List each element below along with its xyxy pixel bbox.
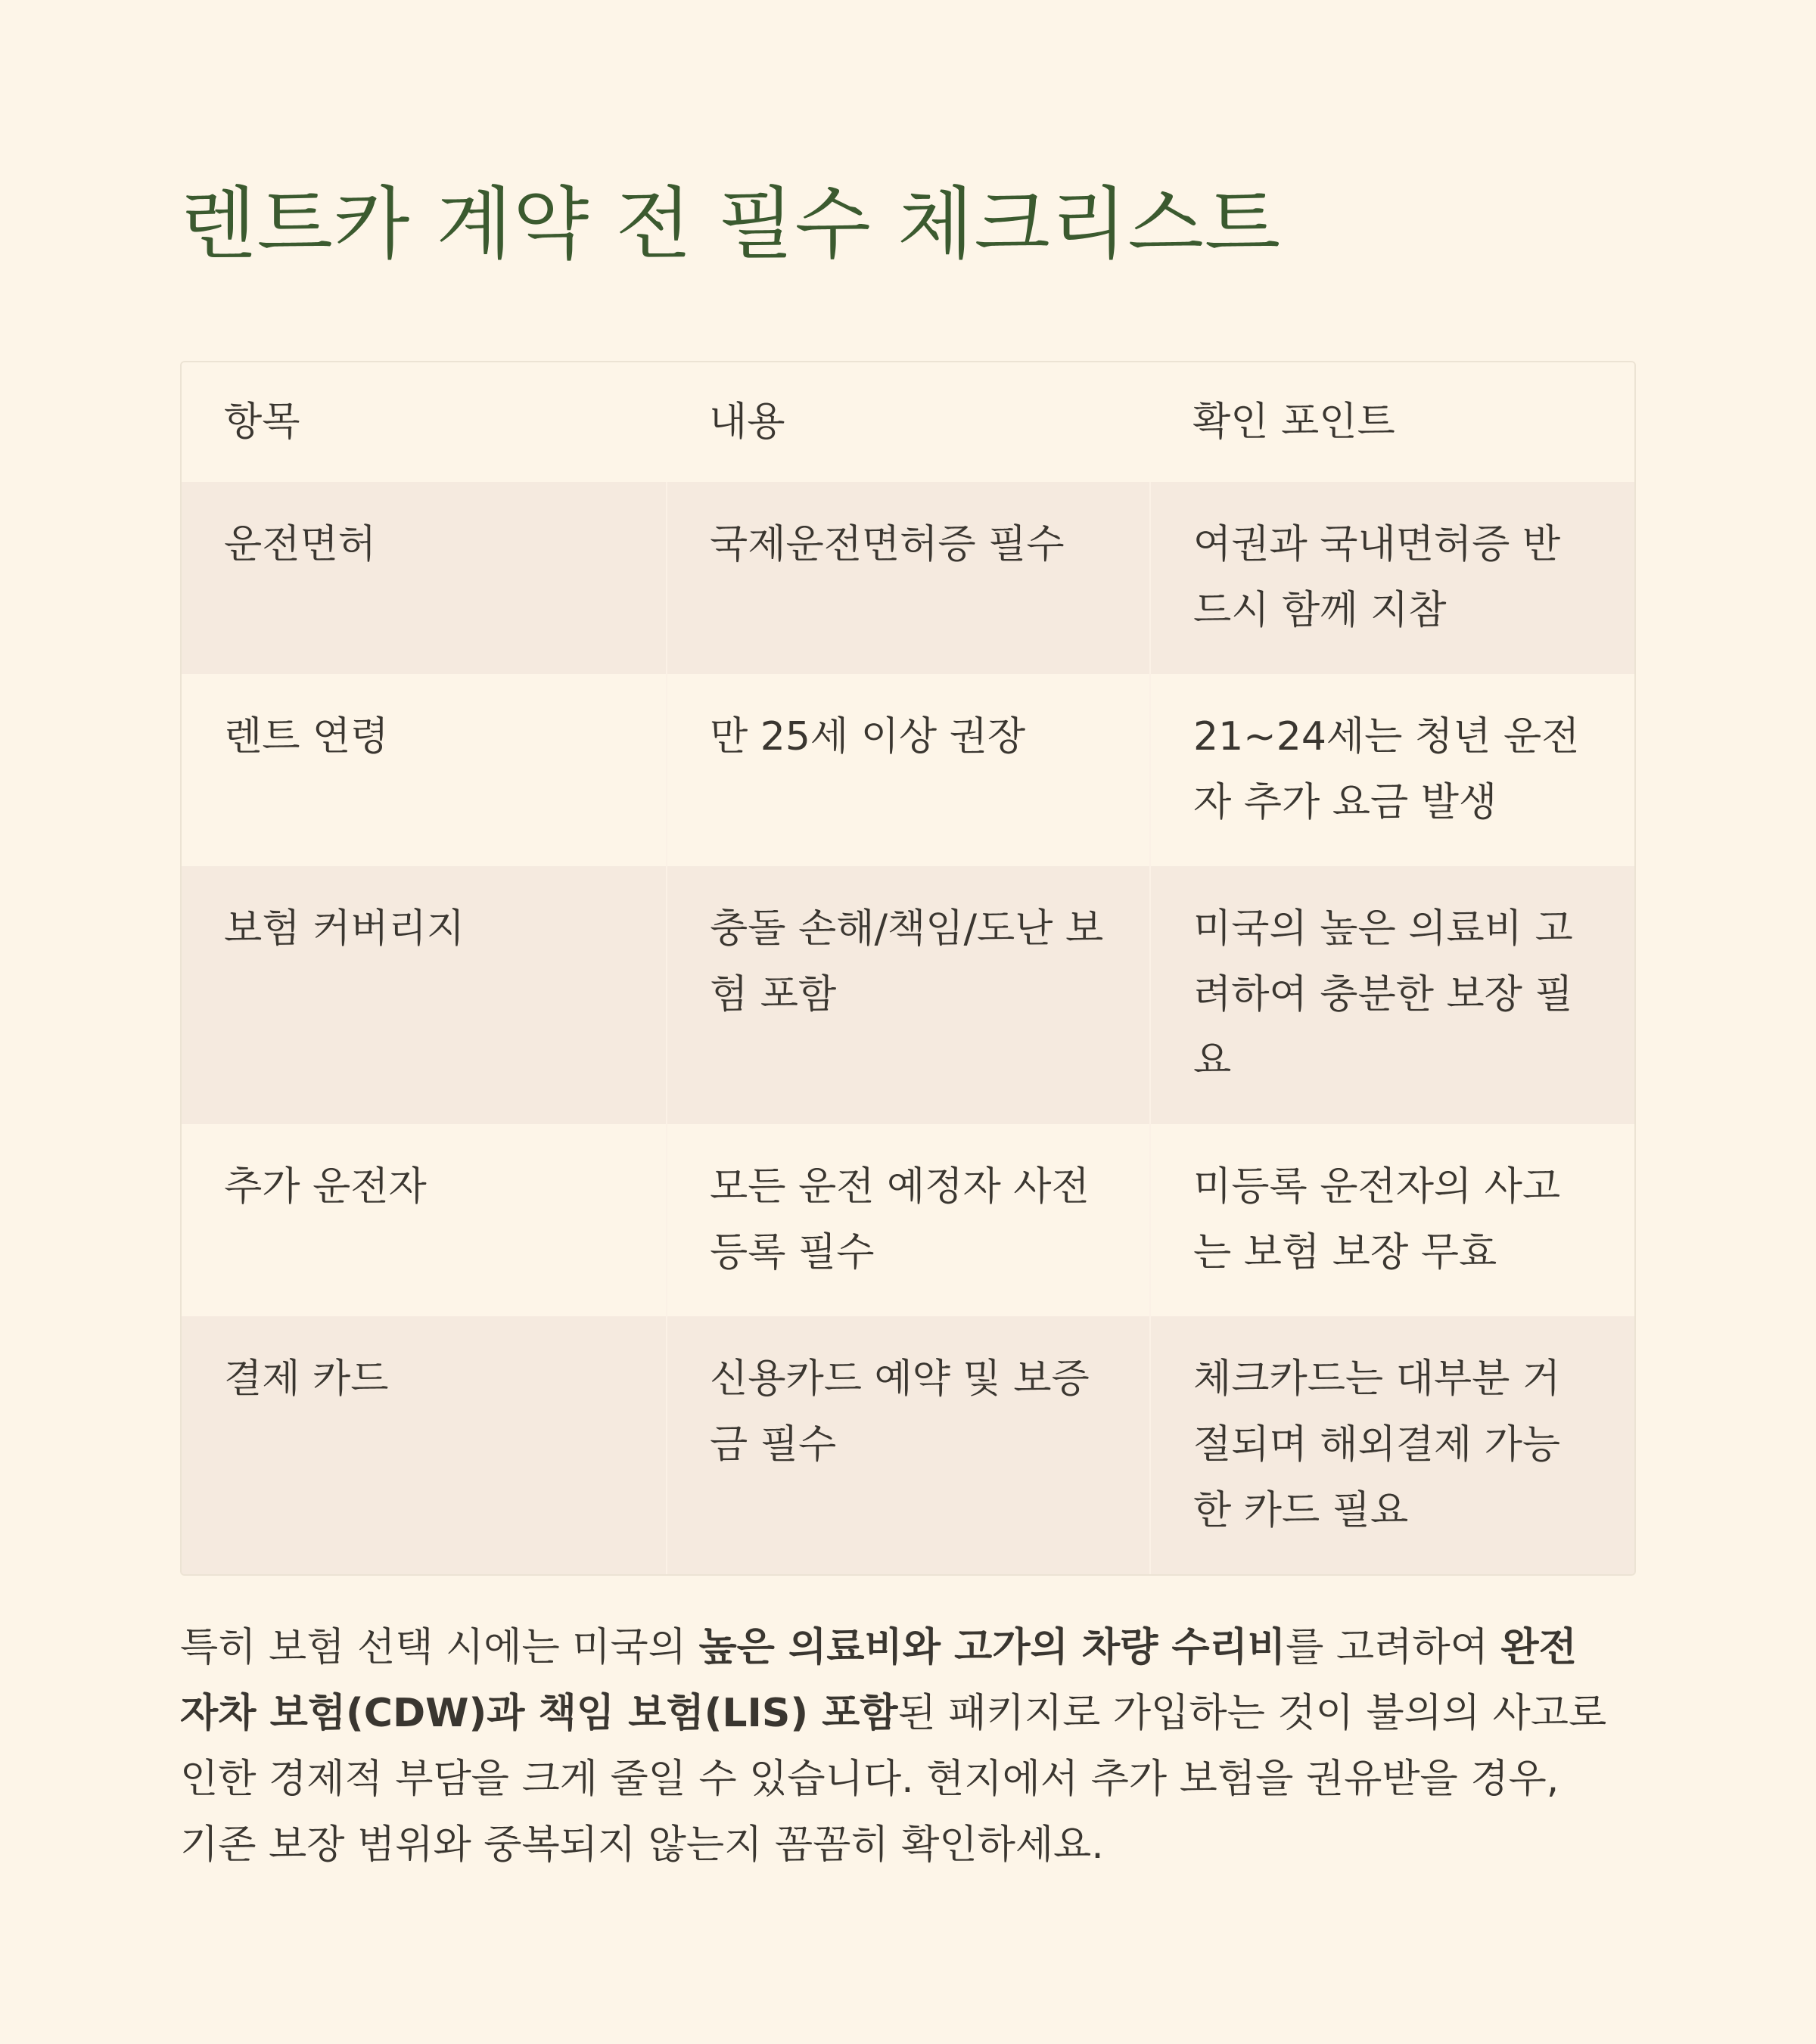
column-header-item: 항목 [182, 362, 667, 482]
table-row [182, 1316, 1636, 1574]
note-text: 를 고려하여 [1286, 1625, 1501, 1670]
column-header-check-point: 확인 포인트 [1150, 362, 1636, 482]
cell-item: 결제 카드 [182, 1316, 667, 1574]
checklist-table [180, 361, 1636, 1576]
cell-check-point: 체크카드는 대부분 거절되며 해외결제 가능한 카드 필요 [1150, 1316, 1636, 1574]
table-row [182, 674, 1636, 866]
cell-content: 국제운전면허증 필수 [667, 482, 1150, 674]
note-text: 특히 보험 선택 시에는 미국의 [180, 1625, 699, 1670]
cell-item: 운전면허 [182, 482, 667, 674]
table-row [182, 482, 1636, 674]
table-row [182, 866, 1636, 1124]
note-text: 된 패키지로 가입하는 것이 불의의 사고로 인한 경제적 부담을 크게 줄일 수 있습니다. 현지에서 추가 보험을 권유받을 경우, 기존 보장 범위와 중복되지 않는지 꼼꼼히 확인하세요. [180, 1691, 1607, 1868]
table-row [182, 1124, 1636, 1316]
note-emphasis: 완전 자차 보험(CDW)과 책임 보험(LIS) 포함 [180, 1625, 1577, 1736]
cell-item: 추가 운전자 [182, 1124, 667, 1316]
cell-check-point: 미등록 운전자의 사고는 보험 보장 무효 [1150, 1124, 1636, 1316]
cell-content: 신용카드 예약 및 보증금 필수 [667, 1316, 1150, 1574]
table-header-row [182, 362, 1636, 482]
note-emphasis: 높은 의료비와 고가의 차량 수리비 [698, 1625, 1286, 1670]
cell-content: 모든 운전 예정자 사전 등록 필수 [667, 1124, 1150, 1316]
cell-check-point: 미국의 높은 의료비 고려하여 충분한 보장 필요 [1150, 866, 1636, 1124]
column-header-content: 내용 [667, 362, 1150, 482]
insurance-note-paragraph [180, 1615, 1636, 1878]
cell-check-point: 21~24세는 청년 운전자 추가 요금 발생 [1150, 674, 1636, 866]
cell-item: 보험 커버리지 [182, 866, 667, 1124]
cell-check-point: 여권과 국내면허증 반드시 함께 지참 [1150, 482, 1636, 674]
cell-content: 만 25세 이상 권장 [667, 674, 1150, 866]
cell-item: 렌트 연령 [182, 674, 667, 866]
cell-content: 충돌 손해/책임/도난 보험 포함 [667, 866, 1150, 1124]
page-title: 렌트카 계약 전 필수 체크리스트 [180, 178, 1282, 270]
